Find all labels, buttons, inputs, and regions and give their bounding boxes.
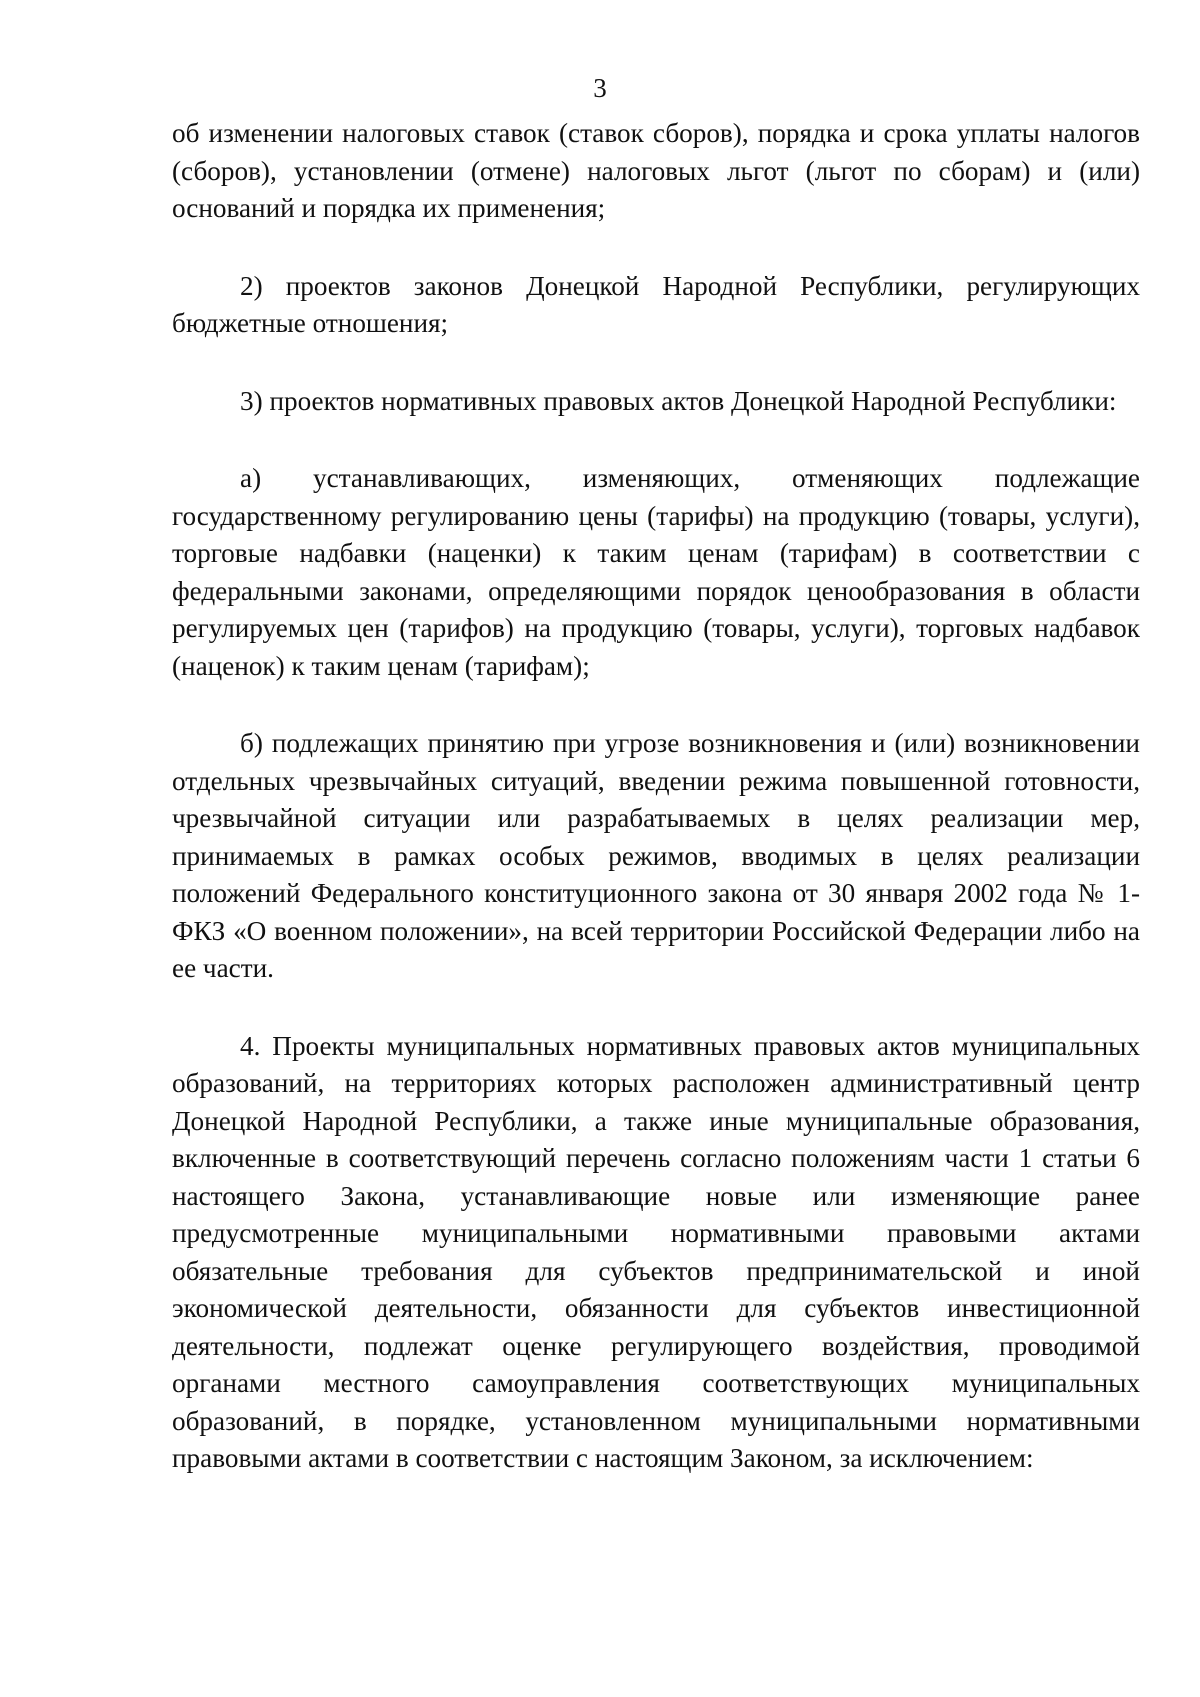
paragraph-spacer xyxy=(172,988,1140,1028)
paragraph-item-2: 2) проектов законов Донецкой Народной Республики, регулирующих бюджетные отношения; xyxy=(172,270,1140,338)
paragraph-subitem-b: б) подлежащих принятию при угрозе возникновения и (или) возникновении отдельных чрезвычайных ситуаций, введении режима повышенной готовности, чрезвычайной ситуации или разрабатываемых в целях реализации мер, принимаемых в рамках особых режимов, вводимых в целях реализации положений Федерального конституционного закона от 30 января 2002 года № 1-ФКЗ «О военном положении», на всей территории Российской Федерации либо на ее части. xyxy=(172,728,1140,983)
paragraph-spacer xyxy=(172,685,1140,725)
paragraph-subitem-a: а) устанавливающих, изменяющих, отменяющих подлежащие государственному регулированию цены (тарифы) на продукцию (товары, услуги), торговые надбавки (наценки) к таким ценам (тарифам) в соответствии с федеральными законами, определяющими порядок ценообразования в области регулируемых цен (тарифов) на продукцию (товары, услуги), торговых надбавок (наценок) к таким ценам (тарифам); xyxy=(172,463,1140,681)
page-number: 3 xyxy=(593,73,607,103)
paragraph-spacer xyxy=(172,343,1140,383)
paragraph-continuation: об изменении налоговых ставок (ставок сборов), порядка и срока уплаты налогов (сборов), установлении (отмене) налоговых льгот (льгот по сборам) и (или) оснований и порядка их применения; xyxy=(172,118,1140,223)
document-body xyxy=(172,115,1140,1478)
paragraph-spacer xyxy=(172,420,1140,460)
paragraph-spacer xyxy=(172,228,1140,268)
paragraph-item-3: 3) проектов нормативных правовых актов Донецкой Народной Республики: xyxy=(240,385,1117,416)
paragraph-section-4: 4. Проекты муниципальных нормативных правовых актов муниципальных образований, на территориях которых расположен административный центр Донецкой Народной Республики, а также иные муниципальные образования, включенные в соответствующий перечень согласно положениям части 1 статьи 6 настоящего Закона, устанавливающие новые или изменяющие ранее предусмотренные муниципальными нормативными правовыми актами обязательные требования для субъектов предпринимательской и иной экономической деятельности, обязанности для субъектов инвестиционной деятельности, подлежат оценке регулирующего воздействия, проводимой органами местного самоуправления соответствующих муниципальных образований, в порядке, установленном муниципальными нормативными правовыми актами в соответствии с настоящим Законом, за исключением: xyxy=(172,1030,1140,1473)
